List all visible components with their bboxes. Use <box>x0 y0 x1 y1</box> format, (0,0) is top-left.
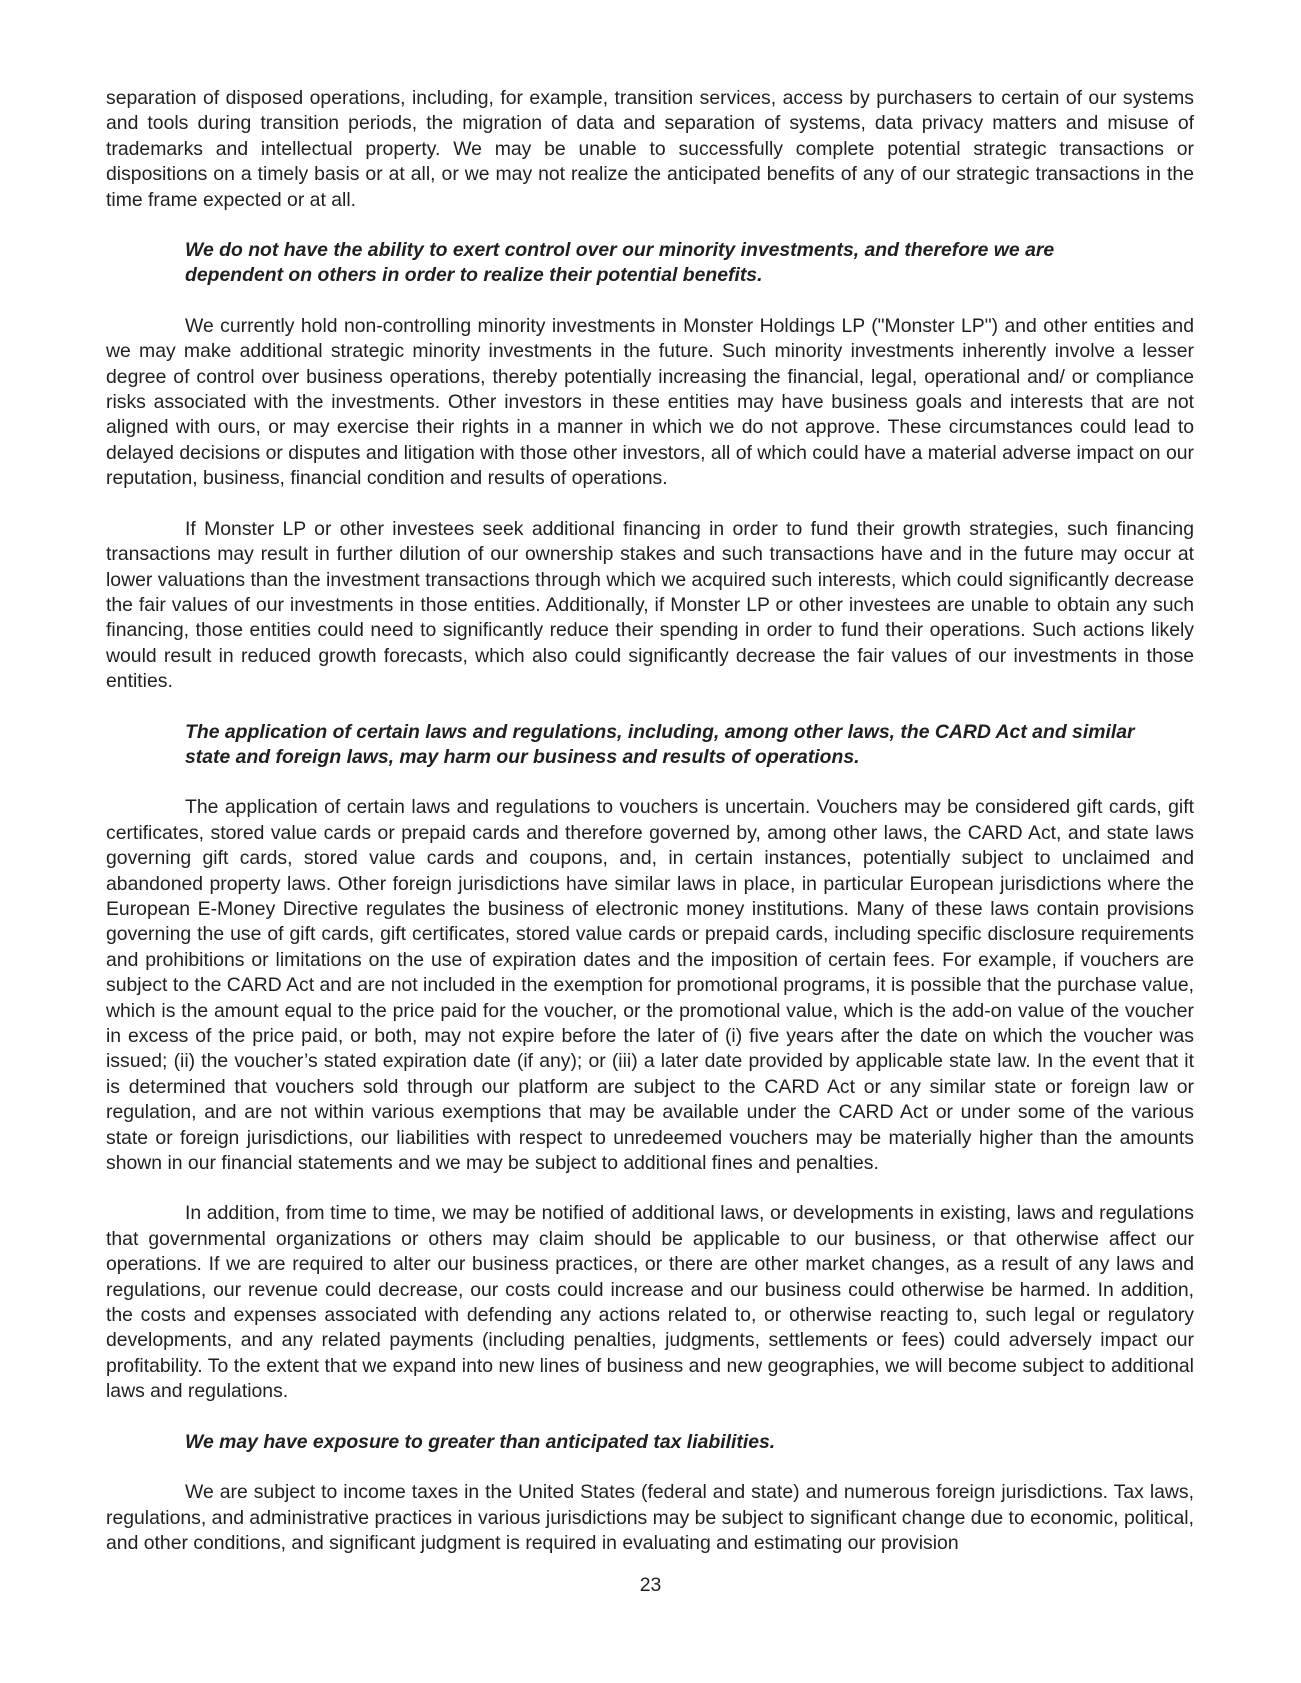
paragraph-disposed-operations: separation of disposed operations, including, for example, transition services, access by purchasers to certain of our systems and tools during transition periods, the migration of data and separation of systems, data privacy matters and misuse of trademarks and intellectual property. We may be unable to successfully complete potential strategic transactions or dispositions on a timely basis or at all, or we may not realize the anticipated benefits of any of our strategic transactions in the time frame expected or at all. <box>106 87 1194 211</box>
heading-minority-investments: We do not have the ability to exert control over our minority investments, and therefore we are dependent on others in order to realize their potential benefits. <box>185 239 1055 287</box>
page-number: 23 <box>639 1574 662 1596</box>
paragraph-additional-laws: In addition, from time to time, we may be notified of additional laws, or developments in existing, laws and regulations that governmental organizations or others may claim should be applicable to our business, or that otherwise affect our operations. If we are required to alter our business practices, or there are other market changes, as a result of any laws and regulations, our revenue could decrease, our costs could increase and our business could otherwise be harmed. In addition, the costs and expenses associated with defending any actions related to, or otherwise reacting to, such legal or regulatory developments, and any related payments (including penalties, judgments, settlements or fees) could adversely impact our profitability. To the extent that we expand into new lines of business and new geographies, we will become subject to additional laws and regulations. <box>106 1202 1194 1403</box>
paragraph-income-taxes: We are subject to income taxes in the United States (federal and state) and numerous foreign jurisdictions. Tax laws, regulations, and administrative practices in various jurisdictions may be subject to significant change due to economic, political, and other conditions, and significant judgment is required in evaluating and estimating our provision <box>106 1481 1194 1554</box>
paragraph-monster-lp-investments: We currently hold non-controlling minority investments in Monster Holdings LP ("Monster LP") and other entities and we may make additional strategic minority investments in the future. Such minority investments inherently involve a lesser degree of control over business operations, thereby potentially increasing the financial, legal, operational and/ or compliance risks associated with the investments. Other investors in these entities may have business goals and interests that are not aligned with ours, or may exercise their rights in a manner in which we do not approve. These circumstances could lead to delayed decisions or disputes and litigation with those other investors, all of which could have a material adverse impact on our reputation, business, financial condition and results of operations. <box>106 314 1194 490</box>
paragraph-additional-financing: If Monster LP or other investees seek additional financing in order to fund their growth strategies, such financing transactions may result in further dilution of our ownership stakes and such transactions have and in the future may occur at lower valuations than the investment transactions through which we acquired such interests, which could significantly decrease the fair values of our investments in those entities. Additionally, if Monster LP or other investees are unable to obtain any such financing, those entities could need to significantly reduce their spending in order to fund their operations. Such actions likely would result in reduced growth forecasts, which also could significantly decrease the fair values of our investments in those entities. <box>106 517 1194 693</box>
heading-card-act: The application of certain laws and regulations, including, among other laws, the CARD Act and similar state and foreign laws, may harm our business and results of operations. <box>185 720 1135 768</box>
heading-tax-liabilities: We may have exposure to greater than anticipated tax liabilities. <box>185 1430 776 1453</box>
paragraph-voucher-laws: The application of certain laws and regulations to vouchers is uncertain. Vouchers may be considered gift cards, gift certificates, stored value cards or prepaid cards and therefore governed by, among other laws, the CARD Act, and state laws governing gift cards, stored value cards and coupons, and, in certain instances, potentially subject to unclaimed and abandoned property laws. Other foreign jurisdictions have similar laws in place, in particular European jurisdictions where the European E-Money Directive regulates the business of electronic money institutions. Many of these laws contain provisions governing the use of gift cards, gift certificates, stored value cards or prepaid cards, including specific disclosure requirements and prohibitions or limitations on the use of expiration dates and the imposition of certain fees. For example, if vouchers are subject to the CARD Act and are not included in the exemption for promotional programs, it is possible that the purchase value, which is the amount equal to the price paid for the voucher, or the promotional value, which is the add-on value of the voucher in excess of the price paid, or both, may not expire before the later of (i) five years after the date on which the voucher was issued; (ii) the voucher’s stated expiration date (if any); or (iii) a later date provided by applicable state law. In the event that it is determined that vouchers sold through our platform are subject to the CARD Act or any similar state or foreign law or regulation, and are not within various exemptions that may be available under the CARD Act or under some of the various state or foreign jurisdictions, our liabilities with respect to unredeemed vouchers may be materially higher than the amounts shown in our financial statements and we may be subject to additional fines and penalties. <box>106 796 1194 1175</box>
document-page <box>106 86 1194 1581</box>
